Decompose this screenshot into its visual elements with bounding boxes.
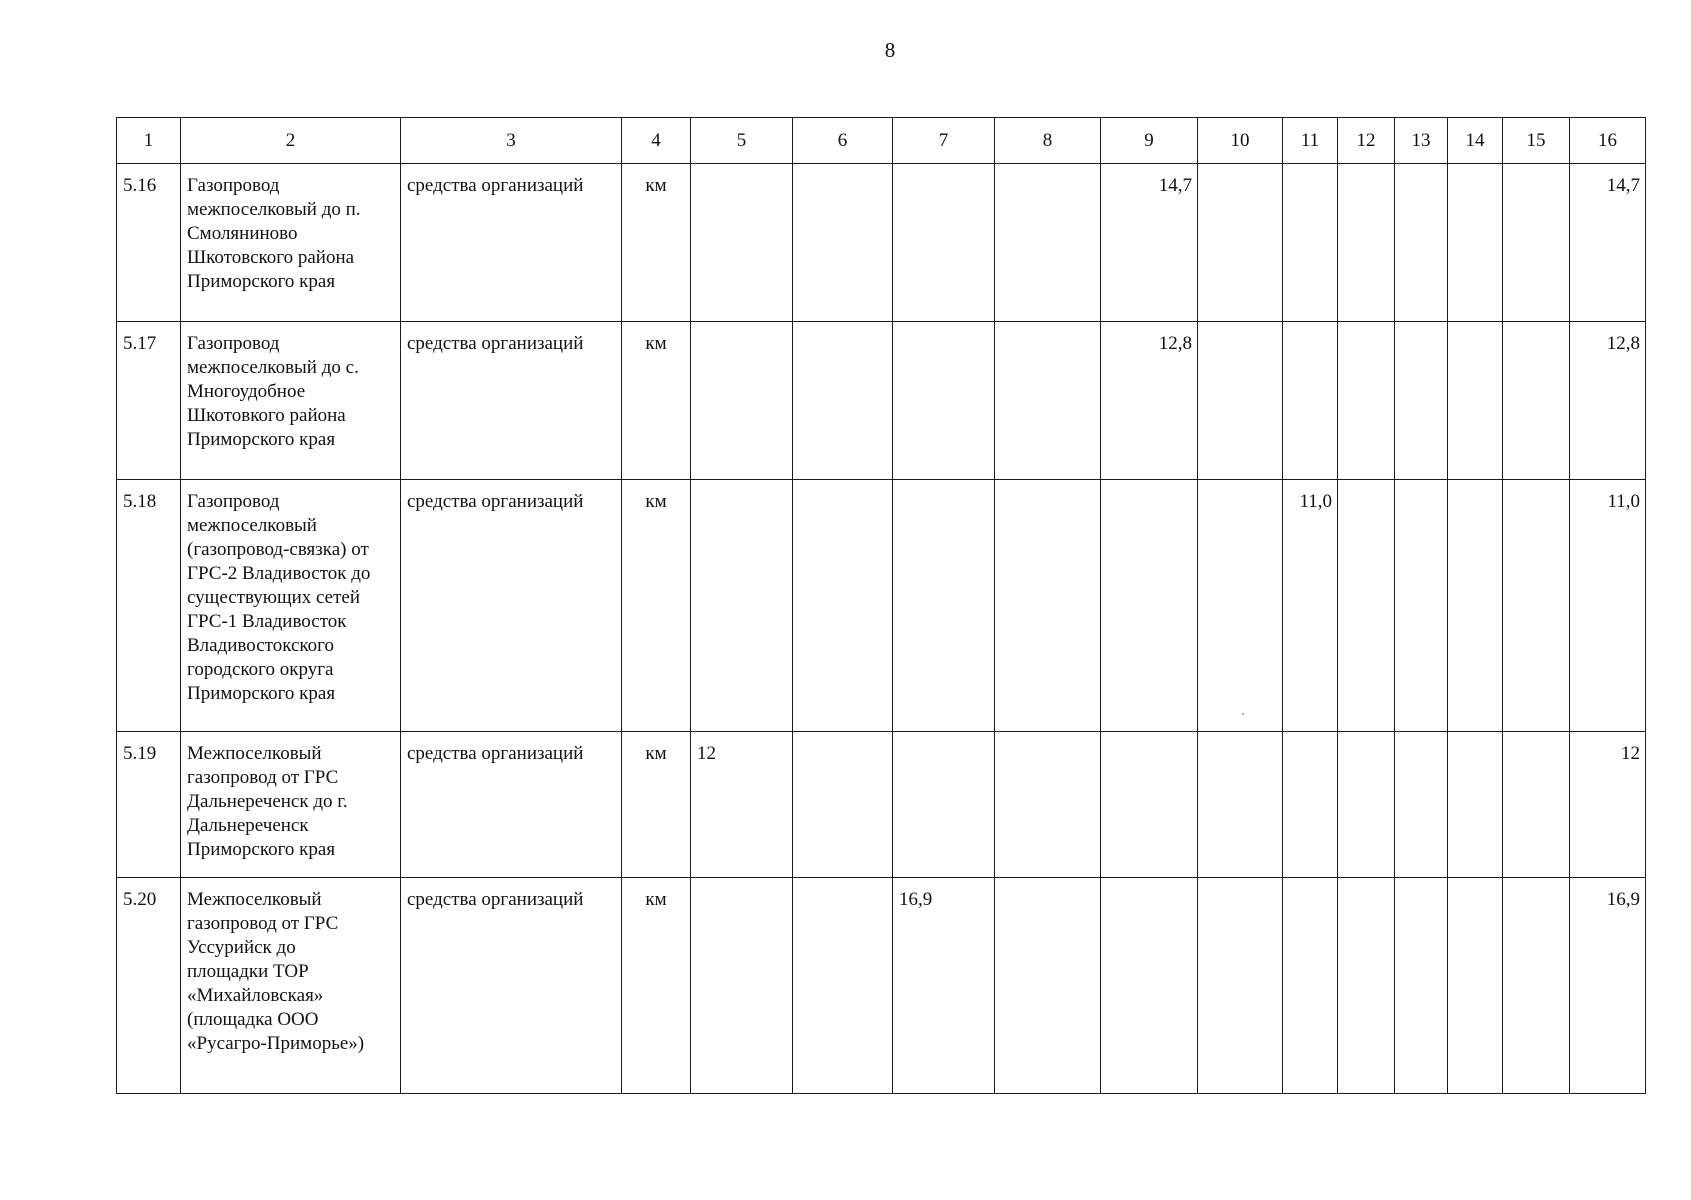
row-name-line: Приморского края xyxy=(187,271,336,292)
column-header-3: 3 xyxy=(401,118,622,164)
table-row xyxy=(117,480,1646,732)
table-container xyxy=(116,117,1646,1094)
cell-col-12 xyxy=(1338,480,1395,732)
cell-col-6 xyxy=(793,878,893,1094)
cell-col-5 xyxy=(691,164,793,322)
row-name-line: Дальнереченск xyxy=(187,815,309,836)
row-name-line: Газопровод xyxy=(187,491,280,512)
cell-col-10 xyxy=(1198,878,1283,1094)
cell-col-7 xyxy=(893,164,995,322)
row-id: 5.19 xyxy=(123,743,157,764)
cell-col-7 xyxy=(893,322,995,480)
row-name-line: «Русагро-Приморье») xyxy=(187,1033,365,1054)
row-name-line: межпоселковый xyxy=(187,515,317,536)
row-id: 5.17 xyxy=(123,333,157,354)
cell-col-5 xyxy=(691,322,793,480)
cell-col-12 xyxy=(1338,878,1395,1094)
header-row xyxy=(117,118,1646,164)
row-source-cell xyxy=(401,480,622,732)
cell-col-8 xyxy=(995,480,1101,732)
scan-speck xyxy=(1242,713,1244,715)
cell-col-13 xyxy=(1395,878,1448,1094)
column-header-13: 13 xyxy=(1395,118,1448,164)
cell-col-15 xyxy=(1503,878,1570,1094)
cell-col-6 xyxy=(793,322,893,480)
row-name-line: межпоселковый до п. xyxy=(187,199,361,220)
column-header-15: 15 xyxy=(1503,118,1570,164)
row-source: средства организаций xyxy=(407,743,584,764)
row-name-cell xyxy=(181,732,401,878)
row-source: средства организаций xyxy=(407,491,584,512)
row-name-line: Дальнереченск до г. xyxy=(187,791,348,812)
cell-col-8 xyxy=(995,732,1101,878)
row-name-line: Приморского края xyxy=(187,429,336,450)
column-header-9: 9 xyxy=(1101,118,1198,164)
row-unit: км xyxy=(645,333,667,354)
table-row xyxy=(117,322,1646,480)
table-row xyxy=(117,878,1646,1094)
row-source-cell xyxy=(401,322,622,480)
column-header-6: 6 xyxy=(793,118,893,164)
column-header-10: 10 xyxy=(1198,118,1283,164)
row-name-line: газопровод от ГРС xyxy=(187,913,339,934)
cell-col-15 xyxy=(1503,480,1570,732)
cell-col-6 xyxy=(793,480,893,732)
row-name-cell xyxy=(181,164,401,322)
cell-col-7: 16,9 xyxy=(893,878,995,1094)
cell-col-16-total: 14,7 xyxy=(1570,164,1646,322)
cell-col-6 xyxy=(793,732,893,878)
cell-col-12 xyxy=(1338,732,1395,878)
row-name-line: Межпоселковый xyxy=(187,889,322,910)
column-header-1: 1 xyxy=(117,118,181,164)
cell-col-16-total: 16,9 xyxy=(1570,878,1646,1094)
row-unit: км xyxy=(645,743,667,764)
cell-col-13 xyxy=(1395,322,1448,480)
cell-col-11 xyxy=(1283,878,1338,1094)
cell-col-13 xyxy=(1395,732,1448,878)
cell-col-10 xyxy=(1198,480,1283,732)
column-header-14: 14 xyxy=(1448,118,1503,164)
column-header-2: 2 xyxy=(181,118,401,164)
row-name-line: межпоселковый до с. xyxy=(187,357,359,378)
cell-col-11 xyxy=(1283,732,1338,878)
row-name-cell xyxy=(181,480,401,732)
cell-col-11: 11,0 xyxy=(1283,480,1338,732)
cell-col-10 xyxy=(1198,164,1283,322)
cell-col-7 xyxy=(893,480,995,732)
cell-col-14 xyxy=(1448,732,1503,878)
row-id-cell xyxy=(117,732,181,878)
row-name-line: Межпоселковый xyxy=(187,743,322,764)
cell-col-9: 12,8 xyxy=(1101,322,1198,480)
row-name-line: Приморского края xyxy=(187,683,336,704)
row-unit: км xyxy=(645,491,667,512)
row-source: средства организаций xyxy=(407,333,584,354)
column-header-8: 8 xyxy=(995,118,1101,164)
gas-pipeline-table xyxy=(116,117,1646,1094)
cell-col-10 xyxy=(1198,732,1283,878)
row-name-line: Шкотовского района xyxy=(187,247,355,268)
row-source: средства организаций xyxy=(407,175,584,196)
cell-col-15 xyxy=(1503,732,1570,878)
row-name-line: Газопровод xyxy=(187,333,280,354)
cell-col-9: 14,7 xyxy=(1101,164,1198,322)
row-name-cell xyxy=(181,878,401,1094)
row-unit: км xyxy=(645,889,667,910)
column-header-12: 12 xyxy=(1338,118,1395,164)
row-name-line: газопровод от ГРС xyxy=(187,767,339,788)
row-id: 5.18 xyxy=(123,491,157,512)
row-source-cell xyxy=(401,732,622,878)
cell-col-12 xyxy=(1338,164,1395,322)
cell-col-16-total: 12,8 xyxy=(1570,322,1646,480)
row-source-cell xyxy=(401,878,622,1094)
cell-col-13 xyxy=(1395,164,1448,322)
row-source: средства организаций xyxy=(407,889,584,910)
row-id: 5.20 xyxy=(123,889,157,910)
row-id-cell xyxy=(117,322,181,480)
row-name-line: «Михайловская» xyxy=(187,985,324,1006)
cell-col-8 xyxy=(995,322,1101,480)
row-name-line: Приморского края xyxy=(187,839,336,860)
cell-col-15 xyxy=(1503,322,1570,480)
row-id-cell xyxy=(117,480,181,732)
cell-col-14 xyxy=(1448,164,1503,322)
cell-col-9 xyxy=(1101,480,1198,732)
cell-col-7 xyxy=(893,732,995,878)
cell-col-5 xyxy=(691,480,793,732)
cell-col-9 xyxy=(1101,878,1198,1094)
cell-col-11 xyxy=(1283,164,1338,322)
row-unit-cell xyxy=(622,480,691,732)
cell-col-14 xyxy=(1448,322,1503,480)
column-header-4: 4 xyxy=(622,118,691,164)
row-unit-cell xyxy=(622,878,691,1094)
column-header-5: 5 xyxy=(691,118,793,164)
table-row xyxy=(117,732,1646,878)
cell-col-14 xyxy=(1448,480,1503,732)
row-id: 5.16 xyxy=(123,175,157,196)
row-name-line: существующих сетей xyxy=(187,587,361,608)
row-name-line: Владивостокского xyxy=(187,635,334,656)
row-id-cell xyxy=(117,878,181,1094)
row-name-line: Шкотовкого района xyxy=(187,405,346,426)
row-unit: км xyxy=(645,175,667,196)
row-id-cell xyxy=(117,164,181,322)
row-name-line: Уссурийск до xyxy=(187,937,296,958)
column-header-16: 16 xyxy=(1570,118,1646,164)
cell-col-15 xyxy=(1503,164,1570,322)
table-row xyxy=(117,164,1646,322)
row-name-line: Многоудобное xyxy=(187,381,306,402)
cell-col-9 xyxy=(1101,732,1198,878)
row-name-cell xyxy=(181,322,401,480)
row-name-line: Смоляниново xyxy=(187,223,298,244)
cell-col-12 xyxy=(1338,322,1395,480)
cell-col-5: 12 xyxy=(691,732,793,878)
row-name-line: (газопровод-связка) от xyxy=(187,539,369,560)
cell-col-5 xyxy=(691,878,793,1094)
cell-col-8 xyxy=(995,164,1101,322)
row-source-cell xyxy=(401,164,622,322)
cell-col-6 xyxy=(793,164,893,322)
cell-col-8 xyxy=(995,878,1101,1094)
row-name-line: ГРС-1 Владивосток xyxy=(187,611,347,632)
row-name-line: площадки ТОР xyxy=(187,961,309,982)
cell-col-13 xyxy=(1395,480,1448,732)
cell-col-10 xyxy=(1198,322,1283,480)
row-name-line: (площадка ООО xyxy=(187,1009,319,1030)
cell-col-11 xyxy=(1283,322,1338,480)
row-name-line: городского округа xyxy=(187,659,334,680)
row-unit-cell xyxy=(622,164,691,322)
row-unit-cell xyxy=(622,732,691,878)
cell-col-16-total: 12 xyxy=(1570,732,1646,878)
page-number: 8 xyxy=(884,38,896,62)
row-unit-cell xyxy=(622,322,691,480)
row-name-line: Газопровод xyxy=(187,175,280,196)
cell-col-16-total: 11,0 xyxy=(1570,480,1646,732)
row-name-line: ГРС-2 Владивосток до xyxy=(187,563,371,584)
column-header-7: 7 xyxy=(893,118,995,164)
column-header-11: 11 xyxy=(1283,118,1338,164)
cell-col-14 xyxy=(1448,878,1503,1094)
